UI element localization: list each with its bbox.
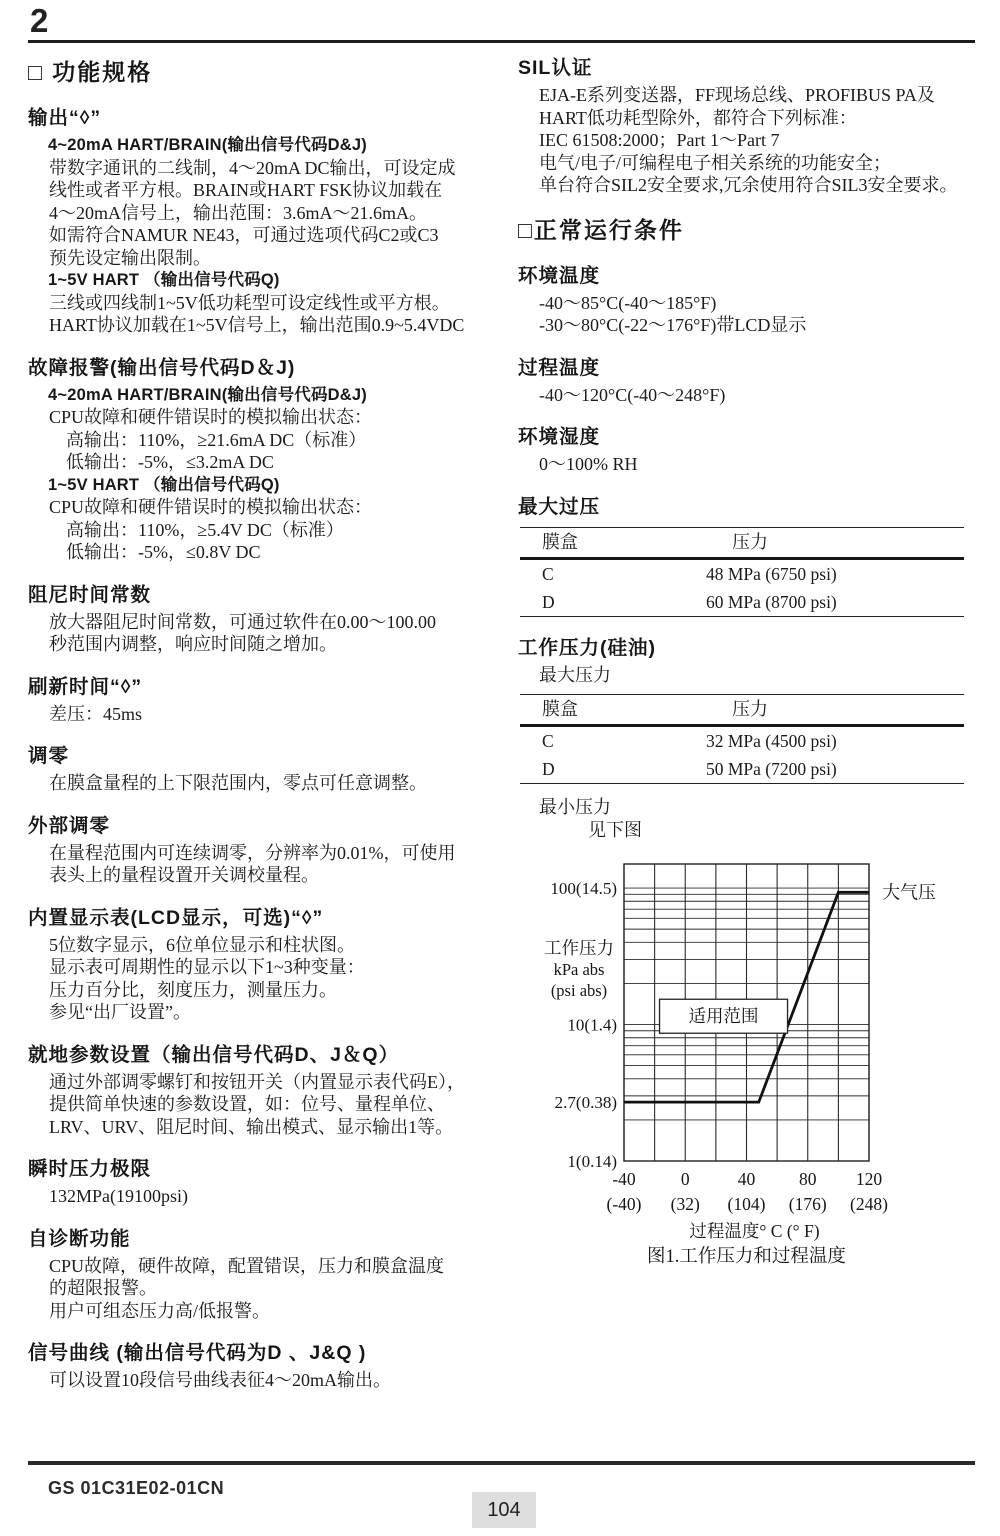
table-cell: 48 MPa (6750 psi) — [706, 563, 837, 584]
text-line: 放大器阻尼时间常数，可通过软件在0.00～100.00 — [49, 611, 436, 632]
text-line: 差压：45ms — [49, 703, 143, 724]
x-tick-label-c: 80 — [799, 1169, 817, 1189]
table-cell: 50 MPa (7200 psi) — [706, 759, 837, 779]
sub-heading: 4~20mA HART/BRAIN(输出信号代码D&J) — [48, 136, 367, 154]
right-column — [518, 52, 980, 1275]
figure-caption: 图1.工作压力和过程温度 — [647, 1247, 846, 1267]
x-tick-label-f: (248) — [850, 1194, 888, 1214]
table-header-cell: 压力 — [732, 699, 768, 719]
section-title: 环境湿度 — [518, 426, 601, 448]
section — [518, 52, 980, 197]
text-line: 高输出：110%，≥5.4V DC（标准） — [66, 519, 344, 540]
text-line: 线性或者平方根。BRAIN或HART FSK协议加载在 — [49, 180, 443, 200]
section-title: 最大过压 — [518, 495, 601, 518]
text-line: LRV、URV、阻尼时间、输出模式、显示输出1等。 — [49, 1116, 454, 1137]
text-line: -40～120°C(-40～248°F) — [539, 384, 726, 405]
section-title: □正常运行条件 — [518, 216, 684, 243]
table-cell: D — [542, 759, 555, 779]
table-row — [520, 560, 964, 588]
table-header-row — [520, 528, 964, 560]
text-line: CPU故障和硬件错误时的模拟输出状态： — [49, 497, 373, 517]
table-header-cell: 压力 — [732, 531, 768, 552]
text-line: 提供简单快速的参数设置，如：位号、量程单位、 — [49, 1094, 445, 1114]
section — [28, 810, 496, 887]
section-title: 工作压力(硅油) — [518, 636, 656, 659]
text-line: 见下图 — [588, 819, 642, 840]
text-line: 表头上的量程设置开关调校量程。 — [49, 865, 319, 885]
table-row — [520, 727, 964, 755]
section — [518, 260, 980, 337]
text-line: 参见“出厂设置”。 — [49, 1002, 191, 1022]
section-title: 自诊断功能 — [28, 1227, 131, 1250]
table-row — [520, 755, 964, 783]
section — [28, 54, 496, 87]
section-title: 外部调零 — [28, 814, 111, 837]
text-line: HART低功耗型除外，都符合下列标准： — [539, 107, 857, 128]
section-title: 环境温度 — [518, 264, 601, 287]
sub-heading: 1~5V HART （输出信号代码Q) — [48, 271, 280, 289]
section — [518, 632, 980, 842]
sub-heading: 1~5V HART （输出信号代码Q) — [48, 475, 280, 494]
table-cell: C — [542, 731, 554, 751]
text-line: 在膜盒量程的上下限范围内，零点可任意调整。 — [49, 773, 427, 793]
y-axis-label: kPa abs — [553, 960, 605, 979]
text-line: 带数字通讯的二线制，4～20mA DC输出，可设定成 — [49, 157, 456, 178]
text-line: 最大压力 — [539, 664, 611, 685]
section — [28, 579, 496, 656]
table-header-cell: 膜盒 — [542, 531, 578, 552]
text-line: 秒范围内调整，响应时间随之增加。 — [49, 634, 337, 654]
section-title: 过程温度 — [518, 356, 601, 379]
y-axis-label: 工作压力 — [544, 938, 614, 958]
section — [28, 1153, 496, 1208]
section — [28, 1337, 496, 1392]
section — [28, 1223, 496, 1323]
section — [28, 740, 496, 795]
x-tick-label-f: (104) — [727, 1194, 766, 1214]
x-tick-label-c: -40 — [612, 1169, 636, 1189]
table-cell: D — [542, 591, 555, 612]
spec-table — [520, 694, 964, 784]
section-title: 输出“◊” — [28, 107, 102, 129]
y-tick-label: 1(0.14) — [567, 1152, 617, 1171]
text-line: 可以设置10段信号曲线表征4～20mA输出。 — [49, 1370, 391, 1390]
text-line: 132MPa(19100psi) — [49, 1186, 188, 1206]
section — [518, 421, 980, 476]
section — [28, 1039, 496, 1139]
footer-rule — [28, 1461, 975, 1465]
section — [518, 212, 980, 245]
text-line: -40～85°C(-40～185°F) — [539, 292, 717, 313]
text-line: 如需符合NAMUR NE43，可通过选项代码C2或C3 — [49, 225, 439, 245]
atmospheric-pressure-label: 大气压 — [882, 882, 937, 903]
x-tick-label-c: 40 — [737, 1169, 756, 1189]
text-line: 预先设定输出限制。 — [49, 247, 211, 268]
table-cell: 60 MPa (8700 psi) — [706, 591, 837, 612]
section — [28, 102, 496, 337]
section — [28, 902, 496, 1024]
section — [518, 352, 980, 407]
text-line: 低输出：-5%，≤0.8V DC — [66, 542, 261, 562]
text-line: CPU故障和硬件错误时的模拟输出状态： — [49, 407, 373, 427]
spec-table — [520, 527, 964, 617]
y-tick-label: 10(1.4) — [567, 1015, 617, 1035]
table-cell: C — [542, 563, 554, 584]
applicable-range-label: 适用范围 — [688, 1006, 759, 1027]
text-line: 显示表可周期性的显示以下1~3种变量： — [49, 957, 365, 977]
text-line: 通过外部调零螺钉和按钮开关（内置显示表代码E）， — [49, 1071, 465, 1092]
table-header-row — [520, 695, 964, 727]
text-line: IEC 61508:2000；Part 1～Part 7 — [539, 130, 780, 150]
text-line: 用户可组态压力高/低报警。 — [49, 1300, 270, 1321]
left-column — [28, 50, 496, 1407]
section-title: 调零 — [28, 745, 70, 767]
figure1-chart — [524, 856, 980, 1275]
text-line: 单台符合SIL2安全要求,冗余使用符合SIL3安全要求。 — [539, 175, 958, 195]
section-title: 瞬时压力极限 — [28, 1158, 152, 1180]
table-header-cell: 膜盒 — [542, 699, 578, 719]
x-axis-label: 过程温度° C (° F) — [689, 1221, 820, 1241]
x-tick-label-f: (-40) — [606, 1194, 642, 1214]
section-title: 就地参数设置（输出信号代码D、J＆Q） — [28, 1043, 400, 1066]
section — [518, 491, 980, 617]
section-title: □ 功能规格 — [28, 59, 153, 85]
table-cell: 32 MPa (4500 psi) — [706, 731, 837, 751]
section-title: 刷新时间“◊” — [28, 675, 143, 698]
text-line: 的超限报警。 — [49, 1278, 157, 1298]
footer-page-badge: 104 — [472, 1492, 536, 1528]
text-line: 压力百分比，刻度压力，测量压力。 — [49, 979, 337, 1000]
text-line: 在量程范围内可连续调零，分辨率为0.01%，可使用 — [49, 842, 456, 863]
text-line: 最小压力 — [539, 797, 611, 817]
section-title: 故障报警(输出信号代码D＆J) — [28, 356, 296, 379]
x-tick-label-f: (32) — [670, 1194, 700, 1214]
section-title: 内置显示表(LCD显示，可选)“◊” — [28, 906, 324, 929]
footer-document-code: GS 01C31E02-01CN — [48, 1478, 225, 1498]
text-line: 5位数字显示，6位单位显示和柱状图。 — [49, 934, 355, 955]
text-line: 低输出：-5%，≤3.2mA DC — [66, 452, 274, 472]
text-line: -30～80°C(-22～176°F)带LCD显示 — [539, 315, 807, 335]
x-tick-label-c: 0 — [680, 1169, 690, 1189]
text-line: EJA-E系列变送器，FF现场总线、PROFIBUS PA及 — [539, 85, 935, 105]
x-tick-label-f: (176) — [788, 1194, 827, 1214]
header-rule — [28, 40, 975, 43]
section-title: 信号曲线 (输出信号代码为D 、J&Q ) — [28, 1342, 367, 1364]
text-line: HART协议加载在1~5V信号上，输出范围0.9~5.4VDC — [49, 315, 465, 335]
text-line: 高输出：110%，≥21.6mA DC（标准） — [66, 429, 367, 450]
working-pressure-chart — [524, 856, 984, 1270]
section-title: 阻尼时间常数 — [28, 583, 152, 606]
sub-heading: 4~20mA HART/BRAIN(输出信号代码D&J) — [48, 385, 367, 404]
text-line: CPU故障，硬件故障，配置错误，压力和膜盒温度 — [49, 1255, 445, 1276]
y-axis-label: (psi abs) — [550, 981, 608, 1000]
text-line: 4～20mA信号上，输出范围：3.6mA～21.6mA。 — [49, 202, 427, 223]
y-tick-label: 2.7(0.38) — [554, 1093, 617, 1113]
section-title: SIL认证 — [518, 57, 593, 79]
section — [28, 352, 496, 564]
table-row — [520, 588, 964, 616]
text-line: 电气/电子/可编程电子相关系统的功能安全； — [539, 152, 891, 173]
text-line: 三线或四线制1~5V低功耗型可设定线性或平方根。 — [49, 292, 450, 313]
page-number: 2 — [30, 2, 49, 39]
text-line: 0～100% RH — [539, 454, 638, 474]
x-tick-label-c: 120 — [855, 1169, 883, 1189]
section — [28, 671, 496, 726]
y-tick-label: 100(14.5) — [550, 879, 617, 899]
